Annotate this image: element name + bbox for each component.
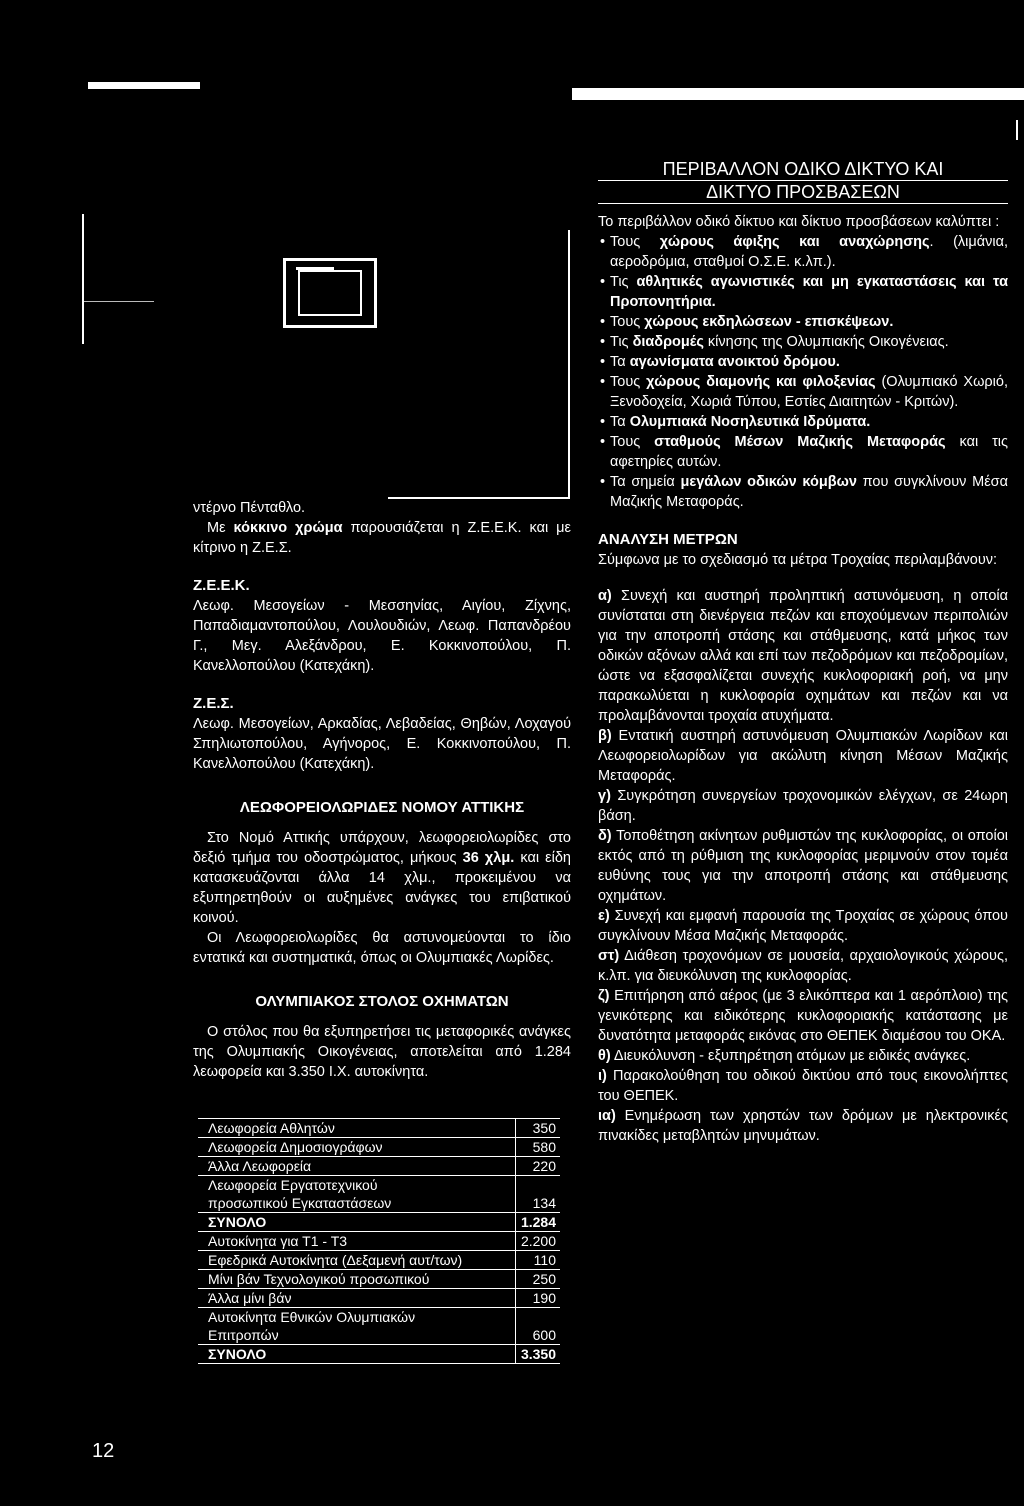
left-short-rule <box>84 301 154 302</box>
fleet-table <box>198 1118 560 1364</box>
list-item: • Τα αγωνίσματα ανοικτού δρόμου. <box>598 352 1008 372</box>
measure-item: στ) Διάθεση τροχονόμων σε μουσεία, αρχαιολογικούς χώρους, κ.λπ. για διευκόλυνση της κυκλοφορίας. <box>598 948 1008 984</box>
list-item: • Τις αθλητικές αγωνιστικές και μη εγκαταστάσεις και τα Προπονητήρια. <box>598 272 1008 312</box>
table-row: Εφεδρικά Αυτοκίνητα (Δεξαμενή αυτ/των) 110 <box>198 1251 560 1270</box>
list-item: • Τους χώρους άφιξης και αναχώρησης. (λιμάνια, αεροδρόμια, σταθμοί Ο.Σ.Ε. κ.λπ.). <box>598 232 1008 272</box>
list-item: • Τους σταθμούς Μέσων Μαζικής Μεταφοράς και τις αφετηρίες αυτών. <box>598 432 1008 472</box>
measure-item: ε) Συνεχή και εμφανή παρουσία της Τροχαίας σε χώρους όπου συγκλίνουν Μέσα Μαζικής Μεταφοράς. <box>598 908 1008 944</box>
zes-title: Ζ.Ε.Σ. <box>193 695 234 712</box>
table-row: προσωπικού Εγκαταστάσεων 134 <box>198 1194 560 1213</box>
right-title-line2: ΔΙΚΤΥΟ ΠΡΟΣΒΑΣΕΩΝ <box>598 181 1008 204</box>
list-item: • Τις διαδρομές κίνησης της Ολυμπιακής Οικογένειας. <box>598 332 1008 352</box>
top-left-bar <box>88 82 200 89</box>
intro-text: ντέρνο Πένταθλο. <box>193 500 306 516</box>
right-title-line1: ΠΕΡΙΒΑΛΛΟΝ ΟΔΙΚΟ ΔΙΚΤΥΟ ΚΑΙ <box>598 158 1008 181</box>
list-item: • Τους χώρους εκδηλώσεων - επισκέψεων. <box>598 312 1008 332</box>
table-row: Αυτοκίνητα Εθνικών Ολυμπιακών <box>198 1308 560 1327</box>
page-number: 12 <box>92 1440 115 1462</box>
left-vertical-rule <box>82 214 84 344</box>
table-row: Λεωφορεία Αθλητών 350 <box>198 1119 560 1138</box>
measure-item: β) Εντατική αυστηρή αστυνόμευση Ολυμπιακών Λωρίδων και Λεωφορειολωρίδων για ακώλυτη κίνηση Μέσων Μαζικής Μεταφοράς. <box>598 728 1008 784</box>
measure-item: α) Συνεχή και αυστηρή προληπτική αστυνόμευση, η οποία συνίσταται στη διενέργεια πεζών και εποχούμενων περιπολιών για την αποτροπή στάσης και στάθμευσης, κατά μήκος των οδικών αξόνων αλλά και επί των πεζοδρόμων και πεζοδρομίων, ώστε να εξασφαλίζεται συνεχής κυκλοφοριακή ροή, να μην παρακωλύεται η κυκλοφορία οχημάτων και πεζών και να προλαμβάνονται τροχαία ατυχήματα. <box>598 588 1008 724</box>
measure-item: ι) Παρακολούθηση του οδικού δικτύου από τους εικονολήπτες του ΘΕΠΕΚ. <box>598 1068 1008 1104</box>
left-column <box>193 498 571 1082</box>
measures-title: ΑΝΑΛΥΣΗ ΜΕΤΡΩΝ <box>598 531 738 548</box>
table-row-total: ΣΥΝΟΛΟ 3.350 <box>198 1345 560 1364</box>
measure-item: ια) Ενημέρωση των χρηστών των δρόμων με ηλεκτρονικές πινακίδες μεταβλητών μηνυμάτων. <box>598 1108 1008 1144</box>
list-item: • Τα Ολυμπιακά Νοσηλευτικά Ιδρύματα. <box>598 412 1008 432</box>
table-row: Μίνι βάν Τεχνολογικού προσωπικού 250 <box>198 1270 560 1289</box>
table-row: Άλλα μίνι βάν 190 <box>198 1289 560 1308</box>
table-row: Λεωφορεία Δημοσιογράφων 580 <box>198 1138 560 1157</box>
measure-item: θ) Διευκόλυνση - εξυπηρέτηση ατόμων με ειδικές ανάγκες. <box>598 1048 971 1064</box>
bus-lanes-p2: Οι Λεωφορειολωρίδες θα αστυνομεύονται το ίδιο εντατικά και συστηματικά, όπως οι Ολυμπιακές Λωρίδες. <box>193 930 571 966</box>
table-row-total: ΣΥΝΟΛΟ 1.284 <box>198 1213 560 1232</box>
list-item: • Τα σημεία μεγάλων οδικών κόμβων που συγκλίνουν Μέσα Μαζικής Μεταφοράς. <box>598 472 1008 512</box>
table-row: Επιτροπών 600 <box>198 1326 560 1345</box>
zeek-text: Λεωφ. Μεσογείων - Μεσσηνίας, Αιγίου, Ζίχνης, Παπαδιαμαντοπούλου, Λουλουδιών, Λεωφ. Παπανδρέου Γ., Μεγ. Αλεξάνδρου, Ε. Κοκκινοπούλου, Π. Κανελλοπούλου (Κατεχάκη). <box>193 598 571 674</box>
network-intro: Το περιβάλλον οδικό δίκτυο και δίκτυο προσβάσεων καλύπτει : <box>598 214 1000 230</box>
fleet-text: Ο στόλος που θα εξυπηρετήσει τις μεταφορικές ανάγκες της Ολυμπιακής Οικογένειας, αποτελείται από 1.284 λεωφορεία και 3.350 Ι.Χ. αυτοκίνητα. <box>193 1024 571 1080</box>
zes-text: Λεωφ. Μεσογείων, Αρκαδίας, Λεβαδείας, Θηβών, Λοχαγού Σπηλιωτοπούλου, Αγήνορος, Ε. Κοκκινοπούλου, Π. Κανελλοπούλου (Κατεχάκη). <box>193 716 571 772</box>
fleet-title: ΟΛΥΜΠΙΑΚΟΣ ΣΤΟΛΟΣ ΟΧΗΜΑΤΩΝ <box>255 993 509 1010</box>
right-column <box>598 212 1008 1146</box>
right-section-title <box>598 158 1008 204</box>
top-right-bar <box>572 88 1024 100</box>
measures-intro: Σύμφωνα με το σχεδιασμό τα μέτρα Τροχαίας περιλαμβάνουν: <box>598 552 998 568</box>
zeek-title: Ζ.Ε.Ε.Κ. <box>193 577 250 594</box>
list-item: • Τους χώρους διαμονής και φιλοξενίας (Ολυμπιακό Χωριό, Ξενοδοχεία, Χωριά Τύπου, Εστίες Διαιτητών - Κριτών). <box>598 372 1008 412</box>
image-frame-vertical <box>568 230 570 498</box>
right-edge-mark <box>1016 120 1018 140</box>
measure-item: ζ) Επιτήρηση από αέρος (με 3 ελικόπτερα και 1 αερόπλοιο) της γενικότερης και ειδικότερης κυκλοφοριακής κατάστασης με δυνατότητα μεταφοράς εικόνας στο ΘΕΠΕΚ διαμέσου του ΟΚΑ. <box>598 988 1008 1044</box>
colors-paragraph: Με κόκκινο χρώμα παρουσιάζεται η Ζ.Ε.Ε.Κ. και με κίτρινο η Ζ.Ε.Σ. <box>193 520 571 556</box>
table-row: Αυτοκίνητα για Τ1 - Τ3 2.200 <box>198 1232 560 1251</box>
measure-item: δ) Τοποθέτηση ακίνητων ρυθμιστών της κυκλοφορίας, οι οποίοι εκτός από τη ρύθμιση της κυκλοφορίας μεριμνούν στον τομέα ευθύνης τους για την αποτροπή στάσης και στάθμευσης οχημάτων. <box>598 828 1008 904</box>
logo-frame-mark <box>296 267 334 270</box>
bus-lanes-title: ΛΕΩΦΟΡΕΙΟΛΩΡΙΔΕΣ ΝΟΜΟΥ ΑΤΤΙΚΗΣ <box>239 799 525 816</box>
table-row: Λεωφορεία Εργατοτεχνικού <box>198 1176 560 1195</box>
measure-item: γ) Συγκρότηση συνεργείων τροχονομικών ελέγχων, σε 24ωρη βάση. <box>598 788 1008 824</box>
bus-lanes-p1: Στο Νομό Αττικής υπάρχουν, λεωφορειολωρίδες στο δεξιό τμήμα του οδοστρώματος, μήκους 36 χλμ. και είδη κατασκευάζονται άλλα 14 χλμ., προκειμένου να εξυπηρετηθούν οι αυξημένες ανάγκες του επιβατικού κοινού. <box>193 830 572 926</box>
table-row: Άλλα Λεωφορεία 220 <box>198 1157 560 1176</box>
